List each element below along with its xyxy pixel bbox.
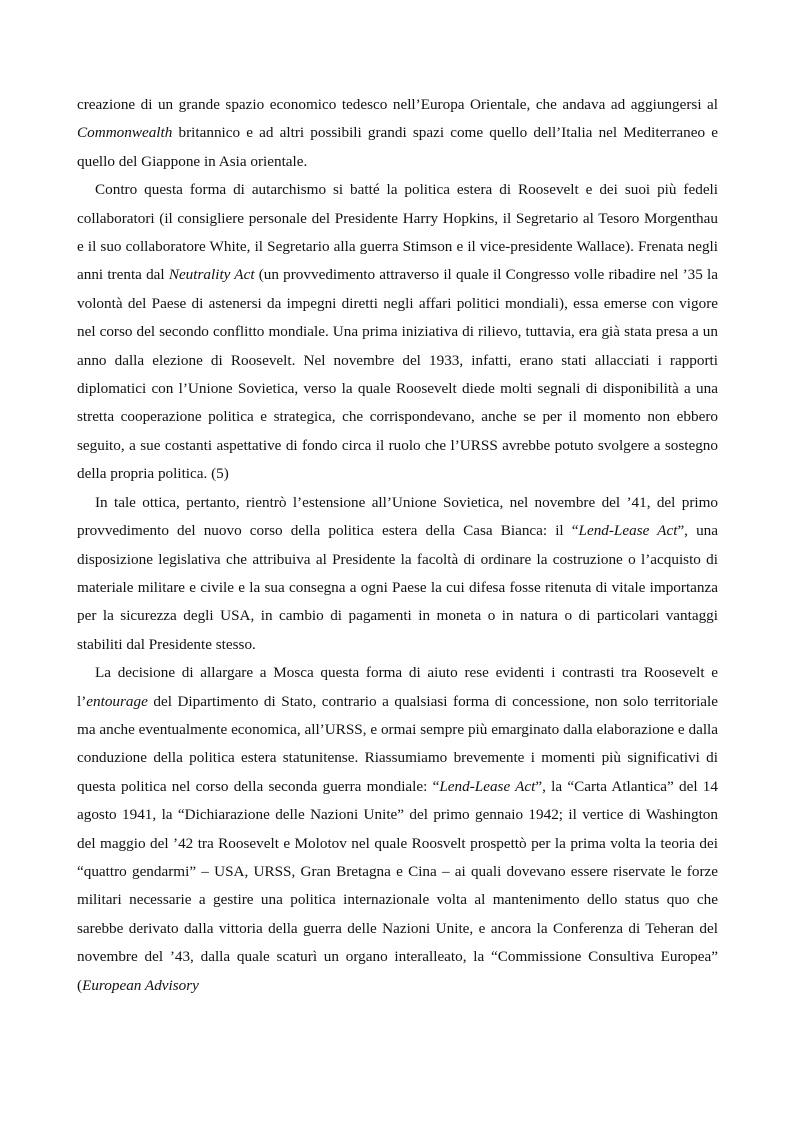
italic-term-lend-lease-act: Lend-Lease Act — [578, 522, 678, 540]
text-run: (un provvedimento attraverso il quale il Congresso volle ribadire nel ’35 la volontà del Paese di astenersi da impegni diretti negli affari politici mondiali), essa emerse con vigore nel corso del secondo conflitto mondiale. Una prima iniziativa di rilievo, tuttavia, era già stata presa a un anno dalla elezione di Roosevelt. Nel novembre del 1933, infatti, erano stati allacciati i rapporti diplomatici con l’Unione Sovietica, verso la quale Roosevelt diede molti segnali di disponibilità a una stretta cooperazione politica e strategica, che corrispondevano, anche se per il momento non ebbero seguito, a sue costanti aspettative di fondo circa il ruolo che l’URSS avrebbe potuto svolgere a sostegno della propria politica. (5) — [77, 266, 718, 483]
text-run: del Dipartimento di Stato, contrario a qualsiasi forma di concessione, non solo territoriale ma anche eventualmente economica, all’URSS, e ormai sempre più emarginato dalla elaborazione e dalla conduzione della politica estera statunitense. Riassumiamo brevemente i momenti più significativi di questa politica nel corso della seconda guerra mondiale: “ — [77, 692, 718, 795]
body-text — [77, 91, 718, 1000]
text-run: ”, la “Carta Atlantica” del 14 agosto 1941, la “Dichiarazione delle Nazioni Unite” del primo gennaio 1942; il vertice di Washington del maggio del ’42 tra Roosevelt e Molotov nel quale Roosvelt prospettò per la prima volta la teoria dei “quattro gendarmi” – USA, URSS, Gran Bretagna e Cina – ai quali dovevano essere riservate le forze militari necessarie a gestire una politica internazionale volta al mantenimento dello status quo che sarebbe derivato dalla vittoria della guerra delle Nazioni Unite, e ancora la Conferenza di Teheran del novembre del ’43, dalla quale scaturì un organo interalleato, la “Commissione Consultiva Europea” ( — [77, 777, 718, 994]
italic-term-lend-lease-act: Lend-Lease Act — [439, 777, 536, 795]
text-run: In tale ottica, pertanto, rientrò l’estensione all’Unione Sovietica, nel novembre del ’41, del primo provvedimento del nuovo corso della politica estera della Casa Bianca: il “ — [77, 493, 718, 540]
text-run: britannico e ad altri possibili grandi spazi come quello dell’Italia nel Mediterraneo e quello del Giappone in Asia orientale. — [77, 124, 718, 170]
text-run: ”, una disposizione legislativa che attribuiva al Presidente la facoltà di ordinare la costruzione o l’acquisto di materiale militare e civile e la sua consegna a ogni Paese la cui difesa fosse ritenuta di vitale importanza per la sicurezza degli USA, in cambio di pagamenti in moneta o in natura o di particolari vantaggi stabiliti dal Presidente stesso. — [77, 522, 718, 653]
italic-term-commonwealth: Commonwealth — [77, 124, 173, 142]
paragraph-3 — [77, 489, 718, 659]
italic-term-neutrality-act: Neutrality Act — [168, 266, 255, 284]
italic-term-entourage: entourage — [86, 692, 148, 710]
text-run: creazione di un grande spazio economico tedesco nell’Europa Orientale, che andava ad aggiungersi al — [77, 96, 718, 113]
paragraph-2 — [77, 176, 718, 488]
paragraph-1 — [77, 91, 718, 176]
text-run: Contro questa forma di autarchismo si batté la politica estera di Roosevelt e dei suoi più fedeli collaboratori (il consigliere personale del Presidente Harry Hopkins, il Segretario al Tesoro Morgenthau e il suo collaboratore White, il Segretario alla guerra Stimson e il vice-presidente Wallace). Frenata negli anni trenta dal — [77, 181, 718, 284]
text-run: La decisione di allargare a Mosca questa forma di aiuto rese evidenti i contrasti tra Roosevelt e l’ — [77, 664, 718, 710]
italic-term-european-advisory: European Advisory — [82, 976, 199, 994]
paragraph-4 — [77, 659, 718, 1000]
